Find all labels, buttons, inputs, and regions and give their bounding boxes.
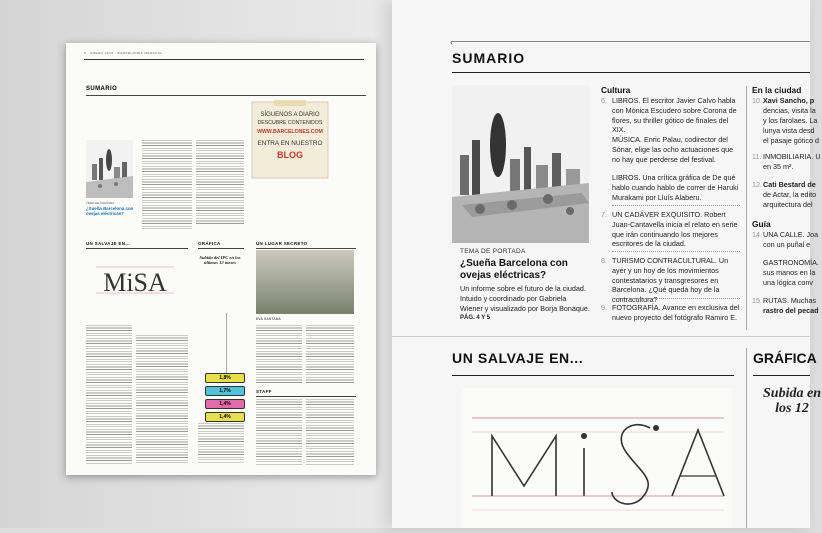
cover-title: ¿Sueña Barcelona con ovejas eléctricas? [460, 258, 568, 281]
blog-line-5: BLOG [277, 150, 303, 160]
cover-description: Un informe sobre el futuro de la ciudad. Intuido y coordinado por Gabriela Wiener y visualizado por Borja Bonaque. [460, 284, 590, 314]
guia-line [752, 230, 822, 240]
item-text: rastro del pecad [763, 306, 819, 315]
salvaje-heading: UN SALVAJE EN... [452, 350, 584, 366]
item-text: UN CADÁVER EXQUISITO. Robert Juan-Cantavella inicia el relato en serie que irán continuando los mejores escritores de la ciudad. [612, 210, 738, 249]
item-text: lunya vista desd [763, 126, 815, 135]
item-text: GASTRONOMÍA. [763, 258, 819, 267]
item-number: 15. [752, 296, 762, 305]
text-column [198, 423, 244, 463]
divider [256, 248, 356, 249]
cover-page-ref: PÁG. 4 Y 5 [460, 315, 491, 321]
cover-tag: TEMA DE PORTADA [86, 201, 115, 205]
divider [198, 248, 244, 249]
cover-tag: TEMA DE PORTADA [460, 248, 526, 255]
item-text: UNA CALLE. Joa [763, 230, 819, 239]
guia-line [752, 296, 822, 306]
item-text: arquitectura del [763, 200, 813, 209]
divider [256, 396, 356, 397]
ciudad-line [752, 136, 822, 146]
cover-title: ¿Sueña Barcelona con ovejas eléctricas? [86, 206, 134, 216]
item-text: INMOBILIARIA. U [763, 152, 821, 161]
ciudad-heading: En la ciudad [752, 85, 802, 95]
guia-line [752, 306, 822, 316]
column-divider [746, 86, 747, 330]
ciudad-line [752, 152, 822, 162]
item-text: LIBROS. El escritor Javier Calvo habla con Mónica Escudero sobre Corona de flores, su thriller gótico de finales del XIX. [612, 96, 737, 135]
cultura-item [601, 210, 741, 249]
item-text: FOTOGRAFÍA. Avance en exclusiva del nuevo proyecto del fotógrafo Ramiro E. [612, 303, 740, 322]
ciudad-line [752, 200, 822, 210]
text-column [136, 335, 188, 465]
secret-place-photo [256, 250, 354, 314]
section-title: SUMARIO [86, 86, 118, 92]
item-text: con un puñal e [763, 240, 811, 249]
divider [86, 248, 188, 249]
item-text: MÚSICA. Enric Palau, codirector del Sónar, elige las ocho actuaciones que no hay que perderse del festival. [612, 135, 734, 164]
top-rule [452, 41, 810, 42]
cover-illustration [86, 140, 133, 198]
page-header: 8 · ENERO 2015 · BARCELONES MENSUAL [84, 51, 163, 55]
section-salvaje: UN SALVAJE EN... [86, 241, 130, 246]
item-text: el pasaje gótico d [763, 136, 819, 145]
item-text: dencias, visita la [763, 106, 816, 115]
ipc-value: 1,7% [205, 386, 245, 396]
cultura-item [601, 303, 741, 323]
blog-line-4: ENTRA EN NUESTRO [257, 140, 323, 147]
item-text: sus manos en la [763, 268, 816, 277]
grafica-title: Subida en los 12 [763, 386, 821, 416]
grafica-heading: GRÁFICA [753, 350, 817, 366]
section-divider [392, 336, 810, 337]
item-number: 9. [601, 303, 607, 312]
ipc-value: 1,4% [205, 412, 245, 422]
blog-ad [248, 100, 332, 180]
magazine-page-thumbnail [66, 43, 376, 475]
sumario-heading: SUMARIO [452, 50, 526, 66]
dotted-separator [612, 205, 740, 206]
cultura-item [601, 135, 741, 164]
section-grafica: GRÁFICA [198, 241, 221, 246]
item-text: Cati Bestard de [763, 180, 816, 189]
text-column [256, 325, 302, 385]
guia-line [752, 278, 822, 288]
heading-rule [753, 375, 810, 376]
guia-line [752, 258, 822, 268]
divider [226, 313, 227, 373]
item-text: y los farolaes. La [763, 116, 818, 125]
misa-logo-small [92, 253, 178, 309]
cultura-item [601, 173, 741, 202]
text-column [256, 399, 302, 465]
item-text: de Actar, la edito [763, 190, 817, 199]
ciudad-line [752, 180, 822, 190]
item-text: en 35 m². [763, 162, 794, 171]
divider [84, 59, 364, 60]
item-number: 7. [601, 210, 607, 219]
photo-caption: EVA SANTANA [256, 317, 281, 321]
ciudad-line [752, 126, 822, 136]
arrow-left-icon: ‹ [450, 37, 453, 47]
item-number: 12. [752, 180, 762, 189]
ciudad-line [752, 190, 822, 200]
text-column [306, 325, 354, 385]
heading-rule [452, 375, 734, 376]
text-column [306, 399, 354, 465]
blog-line-2: DESCUBRE CONTENIDOS [257, 120, 323, 126]
misa-text: MiSA [103, 268, 167, 297]
guia-heading: Guía [752, 219, 771, 229]
item-text: una lógica conv [763, 278, 813, 287]
item-number: 10. [752, 96, 762, 105]
dotted-separator [612, 298, 740, 299]
item-number: 11. [752, 152, 762, 161]
ciudad-line [752, 106, 822, 116]
column-divider [746, 348, 747, 528]
ciudad-line [752, 116, 822, 126]
cultura-heading: Cultura [601, 85, 631, 95]
heading-rule [452, 72, 810, 73]
item-number: 6. [601, 96, 607, 105]
ciudad-line [752, 96, 822, 106]
staff-heading: STAFF [256, 389, 272, 394]
item-text: TURISMO CONTRACULTURAL. Un ayer y un hoy de los movimientos contestatarios y transgresores en Barcelona. ¿Qué queda hoy de la contracultura? [612, 256, 729, 305]
section-lugar-secreto: UN LUGAR SECRETO [256, 241, 308, 246]
guia-line [752, 268, 822, 278]
blog-line-3: WWW.BARCELONES.COM [257, 129, 323, 135]
dotted-separator [612, 251, 740, 252]
item-text: RUTAS. Muchas [763, 296, 816, 305]
blog-line-1: SÍGUENOS A DIARIO [260, 112, 320, 118]
divider [86, 95, 366, 96]
ciudad-line [752, 162, 822, 172]
text-column [142, 140, 192, 230]
cover-illustration [452, 85, 589, 243]
misa-logo [462, 388, 732, 528]
text-column [196, 140, 244, 225]
item-text: Xavi Sancho, p [763, 96, 815, 105]
graphic-title: Subida del IPC en los últimos 12 meses [199, 255, 241, 266]
guia-line [752, 240, 822, 250]
text-column [86, 325, 132, 465]
cultura-item [601, 96, 741, 135]
item-number: 8. [601, 256, 607, 265]
ipc-value: 1,8% [205, 373, 245, 383]
item-text: LIBROS. Una crítica gráfica de De qué hablo cuando hablo de correr de Haruki Murakami por Lluís Alaberu. [612, 173, 739, 202]
ipc-value: 1,4% [205, 399, 245, 409]
item-number: 14. [752, 230, 762, 239]
ipc-graphic [205, 373, 245, 425]
